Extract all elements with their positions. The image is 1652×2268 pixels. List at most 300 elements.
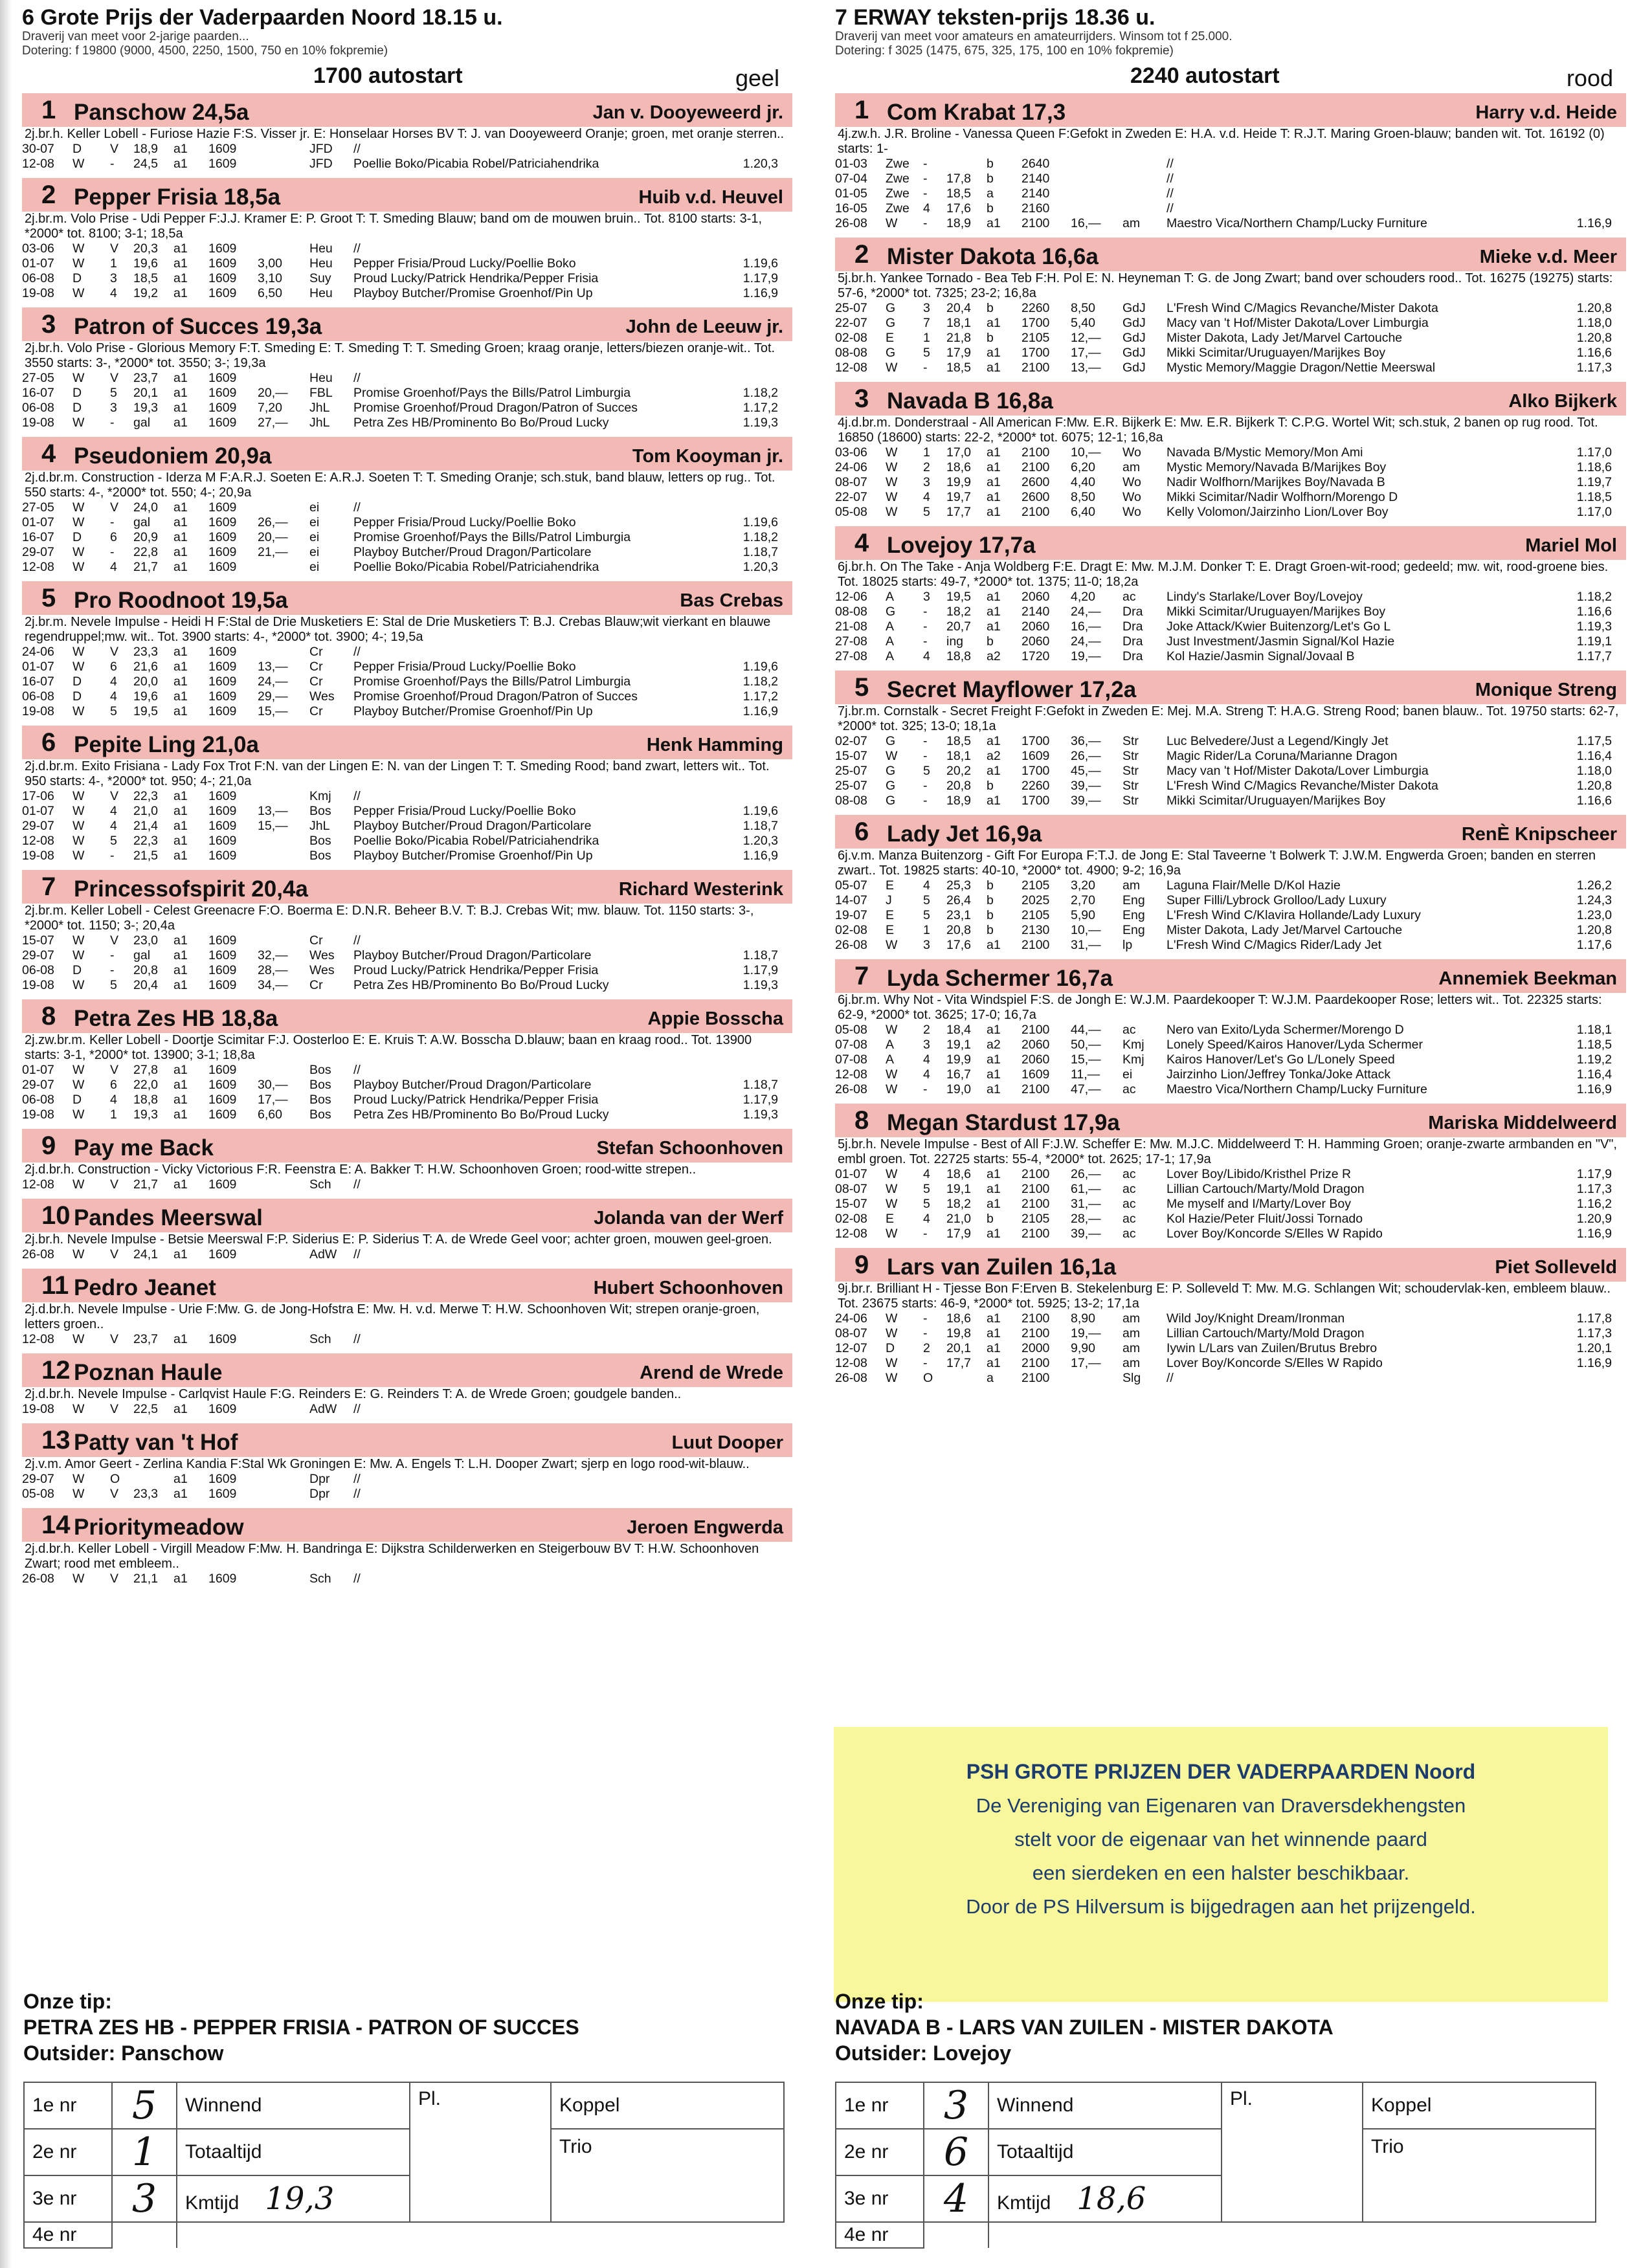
- start-type: a1: [987, 1356, 1001, 1370]
- empty-number-cell[interactable]: [924, 2222, 988, 2248]
- odds: 24,—: [1071, 605, 1101, 619]
- placing: V: [110, 371, 119, 385]
- result-horses: Playboy Butcher/Proud Dragon/Particolare: [353, 545, 592, 559]
- odds: [258, 560, 309, 575]
- start-type: a1: [987, 1227, 1001, 1241]
- distance: 2100: [1021, 1197, 1050, 1211]
- result-horses: //: [1166, 186, 1174, 201]
- result-horses: //: [353, 142, 361, 156]
- distance: 2100: [1021, 460, 1050, 474]
- result-horses: Pepper Frisia/Proud Lucky/Poellie Boko: [353, 515, 576, 529]
- run-date: 12-08: [22, 1332, 54, 1346]
- km-time: 20,9: [133, 530, 158, 544]
- run-date: 26-08: [835, 1082, 867, 1096]
- result-horses: Lonely Speed/Kairos Hanover/Lyda Schermer: [1166, 1038, 1423, 1052]
- km-time: 19,1: [946, 1038, 971, 1052]
- result-horses: //: [353, 933, 361, 948]
- odds: 36,—: [1071, 734, 1101, 748]
- start-type: a1: [987, 1167, 1001, 1181]
- km-time: 22,5: [133, 1402, 158, 1416]
- result-horses: //: [1166, 201, 1174, 216]
- km-time: 17,6: [946, 201, 971, 216]
- form-table: [22, 1063, 792, 1122]
- horse-pedigree: 5j.br.h. Nevele Impulse - Best of All F:J.W. Scheffer E: Mw. M.J.C. Middelweerd T: H. Hamming Groen; oranje-zwarte armbanden en "V", embl groen. Tot. 22725 starts: 55-4, *2000* tot. 2625; 17-1; 17,9a: [838, 1137, 1617, 1166]
- distance: 1609: [208, 157, 237, 171]
- driver-code: GdJ: [1122, 346, 1146, 360]
- run-date: 17-06: [22, 789, 54, 803]
- form-row: [835, 475, 1626, 490]
- winner-time: [1548, 201, 1626, 216]
- track: W: [886, 1326, 898, 1340]
- horse-entry: [22, 1508, 792, 1586]
- placing: 5: [110, 978, 117, 992]
- form-row: [835, 1038, 1626, 1052]
- form-row: [835, 605, 1626, 619]
- start-type: b: [987, 157, 994, 171]
- driver-code: Str: [1122, 794, 1139, 808]
- placing: V: [110, 933, 119, 948]
- winner-time: 1.19,3: [742, 978, 778, 992]
- race-title: 7 ERWAY teksten-prijs 18.36 u.: [835, 5, 1155, 30]
- horse-name: Lars van Zuilen 16,1a: [887, 1254, 1117, 1280]
- start-type: a1: [173, 933, 188, 948]
- handwritten-number[interactable]: 3: [112, 2175, 177, 2222]
- trio-box[interactable]: Trio: [1363, 2129, 1596, 2222]
- placing: V: [110, 500, 119, 515]
- track: D: [886, 1341, 895, 1355]
- distance: 2100: [1021, 445, 1050, 460]
- horse-pedigree: 2j.d.br.h. Construction - Vicky Victorious F:R. Feenstra E: A. Bakker T: H.W. Schoonhoven Groen; rood-witte strepen..: [25, 1162, 697, 1177]
- distance: 1609: [208, 660, 237, 674]
- km-time: ing: [946, 634, 964, 649]
- driver-code: Bos: [309, 849, 331, 863]
- odds: [258, 1402, 309, 1417]
- start-type: a1: [173, 849, 188, 863]
- driver-name: Piet Solleveld: [1495, 1257, 1617, 1278]
- placing: 3: [110, 401, 117, 415]
- entry-header: [835, 959, 1626, 993]
- driver-name: Annemiek Beekman: [1438, 968, 1617, 989]
- placing: 5: [110, 704, 117, 718]
- odds: [258, 371, 309, 386]
- position-label: 2e nr: [836, 2129, 924, 2175]
- position-label: 3e nr: [24, 2175, 112, 2222]
- race-distance: 1700 autostart: [313, 63, 463, 88]
- run-date: 19-08: [22, 978, 54, 992]
- winner-time: 1.19,3: [1576, 619, 1612, 634]
- driver-code: ac: [1122, 1023, 1136, 1037]
- driver-code: Kmj: [309, 789, 331, 803]
- kmtijd-cell[interactable]: [988, 2175, 1222, 2222]
- start-number: 9: [854, 1251, 869, 1279]
- odds: [258, 1063, 309, 1078]
- winner-time: 1.18,2: [742, 674, 778, 689]
- driver-code: FBL: [309, 386, 333, 400]
- odds: [258, 1177, 309, 1192]
- start-type: a1: [987, 346, 1001, 360]
- form-row: [835, 590, 1626, 605]
- winner-time: 1.19,2: [1576, 1052, 1612, 1067]
- track: D: [73, 689, 82, 704]
- position-label: 2e nr: [24, 2129, 112, 2175]
- result-horses: L'Fresh Wind C/Magics Revanche/Mister Dakota: [1166, 779, 1438, 793]
- form-table: [22, 1572, 792, 1586]
- position-label: 1e nr: [24, 2082, 112, 2129]
- driver-code: GdJ: [1122, 301, 1146, 315]
- track: G: [886, 605, 896, 619]
- run-date: 12-08: [22, 834, 54, 848]
- track: W: [73, 515, 85, 529]
- track: W: [886, 216, 898, 230]
- run-date: 07-08: [835, 1038, 867, 1052]
- run-date: 05-08: [835, 505, 867, 519]
- form-table: [22, 789, 792, 863]
- track: W: [73, 948, 85, 962]
- result-horses: Promise Groenhof/Pays the Bills/Patrol Limburgia: [353, 674, 631, 689]
- run-date: 29-07: [22, 1078, 54, 1092]
- tip-picks: NAVADA B - LARS VAN ZUILEN - MISTER DAKOTA: [835, 2016, 1334, 2039]
- tip-outsider: Outsider: Panschow: [23, 2041, 224, 2065]
- winner-time: 1.18,7: [742, 819, 778, 833]
- horse-name: Pepite Ling 21,0a: [74, 732, 259, 757]
- track: W: [886, 445, 898, 460]
- form-row: [22, 142, 792, 157]
- result-horses: Kol Hazie/Peter Fluit/Jossi Tornado: [1166, 1212, 1363, 1226]
- start-number: 8: [854, 1106, 869, 1135]
- distance: 1609: [208, 1078, 237, 1092]
- winner-time: 1.17,5: [1576, 734, 1612, 748]
- horse-pedigree: 6j.v.m. Manza Buitenzorg - Gift For Europa F:T.J. de Jong E: Stal Taveerne 't Bolwerk T: J.W.M. Engwerda Groen; banden en sterren zwart.. Tot. 19825 starts: 40-10, *2000* tot. 4900; 9-2; 16,9a: [838, 849, 1596, 878]
- km-time: 22,3: [133, 789, 158, 803]
- km-time: 23,7: [133, 1332, 158, 1346]
- empty-cell: [1363, 2222, 1596, 2248]
- driver-code: Sch: [309, 1177, 331, 1192]
- handwritten-number[interactable]: 6: [924, 2129, 988, 2175]
- driver-code: am: [1122, 878, 1141, 893]
- form-row: [22, 286, 792, 301]
- km-time: 19,6: [133, 256, 158, 271]
- winner-time: [715, 1063, 792, 1078]
- form-row: [835, 749, 1626, 764]
- start-type: b: [987, 878, 994, 893]
- form-row: [22, 804, 792, 819]
- start-number: 5: [41, 584, 56, 612]
- result-horses: //: [353, 1487, 361, 1501]
- winner-time: [715, 1177, 792, 1192]
- odds: [258, 142, 309, 157]
- distance: 1609: [208, 386, 237, 400]
- track: Zwe: [886, 186, 910, 201]
- promo-line: een sierdeken en een halster beschikbaar.: [1032, 1862, 1410, 1884]
- result-horses: Promise Groenhof/Proud Dragon/Patron of Succes: [353, 689, 638, 704]
- result-horses: Petra Zes HB/Prominento Bo Bo/Proud Lucky: [353, 416, 609, 430]
- form-row: [22, 157, 792, 172]
- horse-name: Patty van 't Hof: [74, 1430, 238, 1455]
- start-type: a1: [987, 1326, 1001, 1340]
- run-date: 16-07: [22, 386, 54, 400]
- start-number: 7: [41, 873, 56, 901]
- result-horses: Macy van 't Hof/Mister Dakota/Lover Limburgia: [1166, 316, 1429, 330]
- handwritten-number[interactable]: 4: [924, 2175, 988, 2222]
- start-type: a2: [987, 749, 1001, 763]
- run-date: 24-06: [835, 1311, 867, 1326]
- placing: V: [110, 241, 119, 256]
- km-time: 22,0: [133, 1078, 158, 1092]
- distance: 1609: [208, 500, 237, 515]
- run-date: 01-07: [22, 804, 54, 818]
- form-row: [22, 386, 792, 401]
- track: G: [886, 764, 896, 778]
- horse-name: Com Krabat 17,3: [887, 100, 1066, 125]
- placing: -: [923, 634, 928, 649]
- run-date: 26-08: [835, 1371, 867, 1385]
- distance: 2100: [1021, 361, 1050, 375]
- odds: [258, 1332, 309, 1347]
- result-horses: Proud Lucky/Patrick Hendrika/Pepper Frisia: [353, 271, 599, 285]
- empty-number-cell[interactable]: [112, 2222, 177, 2248]
- horse-pedigree: 6j.br.m. Why Not - Vita Windspiel F:S. de Jongh E: W.J.M. Paardekooper T: W.J.M. Paardekooper Rose; letters wit.. Tot. 22325 starts: 62-9, *2000* tot. 3625; 17-0; 16,7a: [838, 993, 1602, 1022]
- distance: 2100: [1021, 1326, 1050, 1340]
- driver-code: Heu: [309, 256, 333, 271]
- driver-name: Jeroen Engwerda: [627, 1517, 783, 1538]
- run-date: 08-07: [835, 1326, 867, 1340]
- driver-name: Jolanda van der Werf: [594, 1208, 783, 1228]
- result-horses: Me myself and I/Marty/Lover Boy: [1166, 1197, 1352, 1211]
- distance: 1609: [208, 1107, 237, 1122]
- place-box[interactable]: Pl.: [1222, 2082, 1363, 2222]
- odds: 13,—: [258, 660, 288, 674]
- distance: 1609: [208, 1472, 237, 1486]
- result-horses: Mikki Scimitar/Uruguayen/Marijkes Boy: [1166, 794, 1386, 808]
- position-label: 4e nr: [836, 2222, 924, 2248]
- start-type: a1: [173, 1402, 188, 1416]
- km-time: gal: [133, 515, 151, 529]
- winner-time: 1.16,9: [742, 286, 778, 300]
- start-type: a1: [173, 545, 188, 559]
- km-time: 21,1: [133, 1572, 158, 1586]
- start-type: a1: [173, 1247, 188, 1262]
- km-time: 17,6: [946, 938, 971, 952]
- track: W: [886, 1311, 898, 1326]
- track: W: [73, 1332, 85, 1346]
- odds: 8,90: [1071, 1311, 1095, 1326]
- km-time: 22,3: [133, 834, 158, 848]
- odds: 39,—: [1071, 1227, 1101, 1241]
- start-type: a1: [173, 1572, 188, 1586]
- form-row: [22, 500, 792, 515]
- koppel-box[interactable]: Koppel: [551, 2082, 784, 2129]
- track: E: [886, 908, 895, 922]
- winner-time: [1548, 1371, 1626, 1386]
- km-time: 24,5: [133, 157, 158, 171]
- odds: 17,—: [1071, 346, 1101, 360]
- placing: 4: [923, 490, 930, 504]
- driver-code: Cr: [309, 704, 323, 718]
- placing: 4: [110, 1093, 117, 1107]
- odds: [1071, 1371, 1122, 1386]
- distance: 2140: [1021, 605, 1050, 619]
- track: G: [886, 794, 896, 808]
- place-box[interactable]: Pl.: [410, 2082, 551, 2222]
- form-row: [835, 505, 1626, 520]
- entry-header: [835, 526, 1626, 560]
- distance: 1609: [208, 674, 237, 689]
- odds: 15,—: [258, 819, 288, 833]
- km-time: 18,1: [946, 749, 971, 763]
- winner-time: 1.16,2: [1576, 1197, 1612, 1211]
- track: D: [73, 674, 82, 689]
- form-table: [22, 933, 792, 993]
- km-time: 19,0: [946, 1082, 971, 1096]
- track: D: [73, 1093, 82, 1107]
- result-horses: Mister Dakota, Lady Jet/Marvel Cartouche: [1166, 923, 1403, 937]
- run-date: 19-08: [22, 286, 54, 300]
- result-horses: Playboy Butcher/Proud Dragon/Particolare: [353, 819, 592, 833]
- winner-time: 1.17,2: [742, 689, 778, 704]
- winner-time: 1.17,0: [1576, 505, 1612, 519]
- start-type: a1: [173, 142, 188, 156]
- start-type: b: [987, 201, 994, 216]
- driver-code: Str: [1122, 779, 1139, 793]
- km-time: 17,0: [946, 445, 971, 460]
- result-horses: Super Filli/Lybrock Grolloo/Lady Luxury: [1166, 893, 1387, 907]
- start-type: a1: [173, 157, 188, 171]
- start-type: a1: [987, 1197, 1001, 1211]
- winner-time: 1.17,9: [742, 1093, 778, 1107]
- start-number: 1: [41, 96, 56, 124]
- bet-label: Totaaltijd: [177, 2129, 410, 2175]
- track: E: [886, 331, 895, 345]
- run-date: 16-07: [22, 530, 54, 544]
- form-table: [22, 1472, 792, 1502]
- horse-pedigree: 2j.d.br.m. Exito Frisiana - Lady Fox Trot F:N. van der Lingen E: N. van der Lingen T: T. Smeding Rood; band zwart, letters wit.. Tot. 950 starts: 4-, *2000* tot. 950; 4-; 21,0a: [25, 759, 770, 788]
- horse-pedigree: 9j.br.r. Brilliant H - Tjesse Bon F:Erven B. Stekelenburg E: P. Solleveld T: Mw. M.G. Schlangen Wit; schoudervlak-ken, embleem blauw.. Tot. 23675 starts: 46-9, *2000* tot. 5925; 13-2; 17,1a: [838, 1282, 1611, 1311]
- track: W: [886, 460, 898, 474]
- odds: 16,—: [1071, 619, 1101, 634]
- run-date: 29-07: [22, 819, 54, 833]
- placing: V: [110, 789, 119, 803]
- km-time: 18,4: [946, 1023, 971, 1037]
- start-number: 12: [41, 1356, 71, 1384]
- driver-code: GdJ: [1122, 361, 1146, 375]
- odds: 15,—: [258, 704, 288, 718]
- odds: [1071, 201, 1122, 216]
- winner-time: 1.18,0: [1576, 764, 1612, 778]
- handwritten-number[interactable]: 5: [112, 2082, 177, 2129]
- form-table: [835, 878, 1626, 953]
- start-type: a1: [173, 1487, 188, 1501]
- form-table: [22, 142, 792, 172]
- placing: 4: [923, 201, 930, 216]
- result-horses: Maestro Vica/Northern Champ/Lucky Furniture: [1166, 216, 1427, 230]
- placing: -: [923, 779, 928, 793]
- track: W: [886, 1082, 898, 1096]
- handwritten-number[interactable]: 1: [112, 2129, 177, 2175]
- distance: 2260: [1021, 301, 1050, 315]
- placing: 1: [110, 256, 117, 271]
- result-horses: Laguna Flair/Melle D/Kol Hazie: [1166, 878, 1341, 893]
- track: A: [886, 649, 895, 663]
- bet-label: Winnend: [988, 2082, 1222, 2129]
- start-type: a1: [987, 764, 1001, 778]
- start-type: a1: [173, 978, 188, 992]
- odds: 20,—: [258, 386, 288, 400]
- winner-time: 1.20,8: [1576, 779, 1612, 793]
- run-date: 06-08: [22, 401, 54, 415]
- distance: 1609: [208, 1332, 237, 1346]
- driver-code: ei: [309, 515, 320, 529]
- km-time: 18,8: [133, 1093, 158, 1107]
- handwritten-number[interactable]: 3: [924, 2082, 988, 2129]
- trio-box[interactable]: Trio: [551, 2129, 784, 2222]
- result-horses: Promise Groenhof/Pays the Bills/Patrol Limburgia: [353, 386, 631, 400]
- km-time: 18,5: [946, 361, 971, 375]
- run-date: 27-05: [22, 500, 54, 515]
- tip-outsider: Outsider: Lovejoy: [835, 2041, 1012, 2065]
- driver-code: Cr: [309, 660, 323, 674]
- form-row: [22, 978, 792, 993]
- driver-code: Heu: [309, 371, 333, 385]
- start-type: a1: [987, 475, 1001, 489]
- horse-name: Petra Zes HB 18,8a: [74, 1006, 278, 1031]
- start-number: 9: [41, 1131, 56, 1160]
- km-time: 20,1: [946, 1341, 971, 1355]
- result-horses: //: [353, 500, 361, 515]
- start-type: a2: [987, 1038, 1001, 1052]
- placing: 1: [110, 1107, 117, 1122]
- koppel-box[interactable]: Koppel: [1363, 2082, 1596, 2129]
- odds: 9,90: [1071, 1341, 1095, 1355]
- horse-name: Pay me Back: [74, 1135, 214, 1161]
- start-number: 14: [41, 1511, 71, 1539]
- result-horses: Nero van Exito/Lyda Schermer/Morengo D: [1166, 1023, 1404, 1037]
- odds: 10,—: [1071, 445, 1101, 460]
- result-horses: Mikki Scimitar/Nadir Wolfhorn/Morengo D: [1166, 490, 1398, 504]
- result-horses: Lover Boy/Koncorde S/Elles W Rapido: [1166, 1227, 1383, 1241]
- placing: 5: [923, 908, 930, 922]
- km-time: 19,9: [946, 475, 971, 489]
- start-type: a1: [987, 316, 1001, 330]
- result-horses: Pepper Frisia/Proud Lucky/Poellie Boko: [353, 804, 576, 818]
- distance: 1609: [208, 933, 237, 948]
- placing: -: [923, 619, 928, 634]
- placing: -: [923, 734, 928, 748]
- placing: -: [110, 515, 115, 529]
- track: W: [73, 545, 85, 559]
- odds: 30,—: [258, 1078, 288, 1092]
- form-table: [22, 1402, 792, 1417]
- start-number: 6: [41, 728, 56, 757]
- placing: V: [110, 1402, 119, 1416]
- run-date: 21-08: [835, 619, 867, 634]
- track: G: [886, 734, 896, 748]
- track: W: [886, 938, 898, 952]
- odds: 15,—: [1071, 1052, 1101, 1067]
- km-time: 19,6: [133, 689, 158, 704]
- winner-time: 1.17,6: [1576, 938, 1612, 952]
- kmtijd-cell[interactable]: [177, 2175, 410, 2222]
- driver-code: JhL: [309, 416, 330, 430]
- tip-left: [23, 1988, 579, 2066]
- result-horses: Kol Hazie/Jasmin Signal/Jovaal B: [1166, 649, 1355, 663]
- winner-time: 1.20,3: [742, 157, 778, 171]
- form-row: [22, 819, 792, 834]
- placing: 4: [110, 674, 117, 689]
- start-type: a1: [173, 241, 188, 256]
- odds: 50,—: [1071, 1038, 1101, 1052]
- run-date: 01-07: [22, 1063, 54, 1077]
- track: W: [73, 645, 85, 659]
